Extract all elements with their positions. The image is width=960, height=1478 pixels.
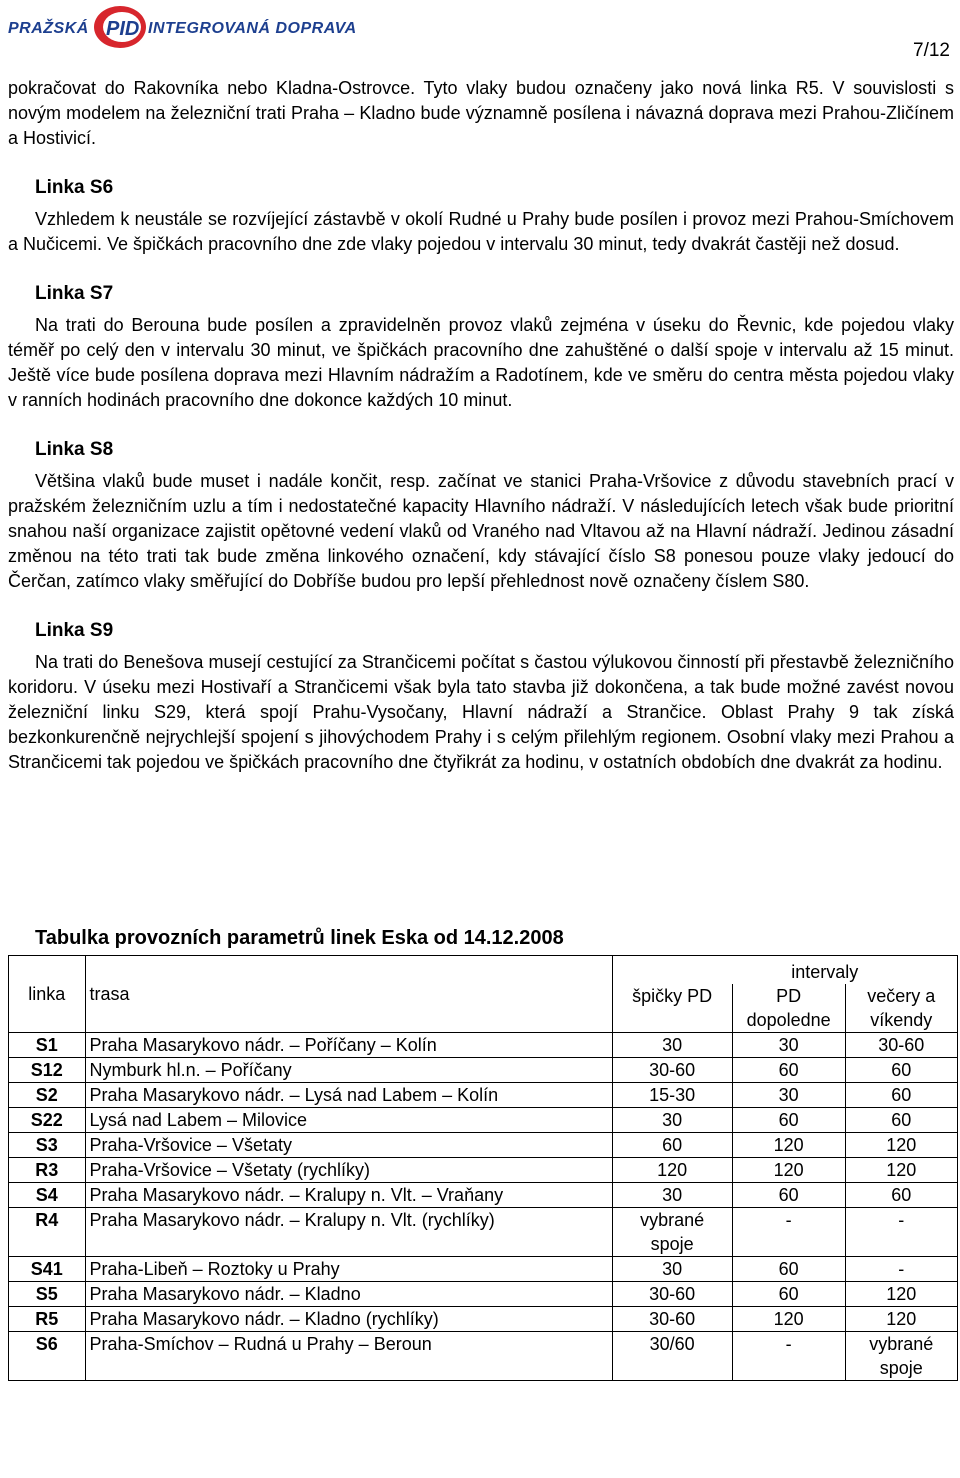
cell-vecery: 120	[845, 1282, 957, 1307]
cell-vecery: 120	[845, 1158, 957, 1183]
cell-linka: R3	[9, 1158, 86, 1183]
cell-linka: S41	[9, 1257, 86, 1282]
cell-dopoledne: -	[732, 1208, 845, 1257]
cell-linka: S2	[9, 1083, 86, 1108]
intro-paragraph: pokračovat do Rakovníka nebo Kladna-Ostrovce. Tyto vlaky budou označeny jako nová linka R5. V souvislosti s novým modelem na železniční trati Praha – Kladno bude významně posílena i návazná doprava mezi Prahou-Zličínem a Hostivicí.	[8, 78, 954, 148]
header-intervaly-label: intervaly	[791, 962, 859, 982]
logo-text-left: PRAŽSKÁ	[8, 20, 89, 37]
cell-spicky: vybrané spoje	[612, 1208, 732, 1257]
section-heading-s9: Linka S9	[35, 620, 114, 641]
table-row	[9, 1282, 958, 1307]
cell-spicky: 30	[612, 1108, 732, 1133]
cell-trasa: Praha-Libeň – Roztoky u Prahy	[85, 1257, 612, 1282]
cell-dopoledne: 60	[732, 1282, 845, 1307]
cell-vecery: vybrané spoje	[845, 1332, 957, 1381]
cell-linka: S3	[9, 1133, 86, 1158]
section-heading-s8: Linka S8	[35, 439, 114, 460]
table-header-row	[9, 956, 958, 985]
table-row	[9, 1058, 958, 1083]
table-row	[9, 1307, 958, 1332]
cell-spicky: 30	[612, 1183, 732, 1208]
document-body	[8, 76, 954, 775]
header-spicky: špičky PD	[612, 984, 732, 1033]
cell-vecery: 60	[845, 1058, 957, 1083]
cell-trasa: Praha Masarykovo nádr. – Kralupy n. Vlt. – Vraňany	[85, 1183, 612, 1208]
section-text-s6: Vzhledem k neustále se rozvíjející zástavbě v okolí Rudné u Prahy bude posílen i provoz mezi Prahou-Smíchovem a Nučicemi. Ve špičkách pracovního dne zde vlaky pojedou v intervalu 30 minut, tedy dvakrát častěji než dosud.	[8, 209, 954, 254]
cell-linka: S1	[9, 1033, 86, 1058]
line-parameters-table	[8, 955, 958, 1381]
cell-dopoledne: -	[732, 1332, 845, 1381]
cell-dopoledne: 60	[732, 1257, 845, 1282]
cell-spicky: 30-60	[612, 1058, 732, 1083]
cell-trasa: Praha Masarykovo nádr. – Kralupy n. Vlt. (rychlíky)	[85, 1208, 612, 1257]
cell-spicky: 120	[612, 1158, 732, 1183]
table-row	[9, 1158, 958, 1183]
page-header	[8, 4, 568, 50]
cell-trasa: Praha-Vršovice – Všetaty	[85, 1133, 612, 1158]
cell-spicky: 15-30	[612, 1083, 732, 1108]
cell-linka: S5	[9, 1282, 86, 1307]
cell-trasa: Praha Masarykovo nádr. – Kladno (rychlíky)	[85, 1307, 612, 1332]
cell-vecery: 60	[845, 1108, 957, 1133]
cell-vecery: 30-60	[845, 1033, 957, 1058]
section-text-s8: Většina vlaků bude muset i nadále končit, resp. začínat ve stanici Praha-Vršovice z důvodu stavebních prací v pražském železničním uzlu a tím i nedostatečné kapacity Hlavního nádraží. V následujících letech však bude prioritní snahou naší organizace zajistit opětovné vedení vlaků od Vraného nad Vltavou až na Hlavní nádraží. Jedinou zásadní změnou na této trati tak bude změna linkového označení, kdy stávající číslo S8 ponesou pouze vlaky jedoucí do Čerčan, zatímco vlaky směřující do Dobříše budou pro lepší přehlednost nově označeny číslem S80.	[8, 471, 954, 591]
cell-dopoledne: 60	[732, 1108, 845, 1133]
svg-text:PID: PID	[106, 18, 140, 40]
table-row	[9, 1183, 958, 1208]
logo-text-right: INTEGROVANÁ DOPRAVA	[148, 20, 357, 37]
section-text-s7: Na trati do Berouna bude posílen a zpravidelněn provoz vlaků zejména v úseku do Řevnic, kde pojedou vlaky téměř po celý den v intervalu 30 minut, ve špičkách pracovního dne zahuštěné o další spoje v intervalu až 15 minut. Ještě více bude posílena doprava mezi Hlavním nádražím a Radotínem, kde ve směru do centra města pojedou vlaky v ranních hodinách pracovního dne dokonce každých 10 minut.	[8, 315, 954, 410]
cell-dopoledne: 120	[732, 1133, 845, 1158]
cell-spicky: 60	[612, 1133, 732, 1158]
cell-dopoledne: 60	[732, 1183, 845, 1208]
header-trasa: trasa	[85, 956, 612, 1033]
section-text-s9: Na trati do Benešova musejí cestující za Strančicemi počítat s častou výlukovou činností při přestavbě železničního koridoru. V úseku mezi Hostivaří a Strančicemi však byla tato stavba již dokončena, a tak bude možné zavést novou železniční linku S29, která spojí Prahu-Vysočany, Hlavní nádraží a Strančice. Oblast Prahy 9 tak získá bezkonkurenčně nejrychlejší spojení s jihovýchodem Prahy i s celým přilehlým regionem. Osobní vlaky mezi Prahou a Strančicemi tak pojedou ve špičkách pracovního dne čtyřikrát za hodinu, v ostatních obdobích dne dvakrát za hodinu.	[8, 652, 954, 772]
table-row	[9, 1133, 958, 1158]
cell-spicky: 30	[612, 1033, 732, 1058]
section-heading-s6: Linka S6	[35, 177, 114, 198]
section-heading-s7: Linka S7	[35, 283, 114, 304]
cell-dopoledne: 30	[732, 1033, 845, 1058]
header-intervaly	[612, 956, 958, 985]
table-caption: Tabulka provozních parametrů linek Eska od 14.12.2008	[35, 927, 564, 949]
cell-spicky: 30-60	[612, 1307, 732, 1332]
cell-trasa: Praha-Smíchov – Rudná u Prahy – Beroun	[85, 1332, 612, 1381]
header-vecery: večery a víkendy	[845, 984, 957, 1033]
cell-trasa: Praha Masarykovo nádr. – Lysá nad Labem – Kolín	[85, 1083, 612, 1108]
cell-trasa: Praha-Vršovice – Všetaty (rychlíky)	[85, 1158, 612, 1183]
table-row	[9, 1257, 958, 1282]
cell-vecery: 120	[845, 1133, 957, 1158]
pid-logo-icon	[92, 4, 148, 50]
cell-linka: S22	[9, 1108, 86, 1133]
table-row	[9, 1332, 958, 1381]
cell-spicky: 30	[612, 1257, 732, 1282]
cell-linka: S12	[9, 1058, 86, 1083]
table-row	[9, 1033, 958, 1058]
cell-vecery: 60	[845, 1083, 957, 1108]
page-number: 7/12	[913, 40, 950, 61]
cell-dopoledne: 30	[732, 1083, 845, 1108]
cell-trasa: Praha Masarykovo nádr. – Kladno	[85, 1282, 612, 1307]
cell-spicky: 30-60	[612, 1282, 732, 1307]
cell-linka: R4	[9, 1208, 86, 1257]
cell-trasa: Lysá nad Labem – Milovice	[85, 1108, 612, 1133]
table-row	[9, 1108, 958, 1133]
header-dopoledne: PD dopoledne	[732, 984, 845, 1033]
table-row	[9, 1083, 958, 1108]
cell-linka: S4	[9, 1183, 86, 1208]
table-row	[9, 1208, 958, 1257]
cell-trasa: Praha Masarykovo nádr. – Poříčany – Kolín	[85, 1033, 612, 1058]
cell-linka: R5	[9, 1307, 86, 1332]
cell-vecery: 120	[845, 1307, 957, 1332]
cell-dopoledne: 60	[732, 1058, 845, 1083]
cell-vecery: -	[845, 1208, 957, 1257]
cell-vecery: -	[845, 1257, 957, 1282]
header-linka: linka	[9, 956, 86, 1033]
cell-vecery: 60	[845, 1183, 957, 1208]
cell-dopoledne: 120	[732, 1307, 845, 1332]
cell-linka: S6	[9, 1332, 86, 1381]
cell-trasa: Nymburk hl.n. – Poříčany	[85, 1058, 612, 1083]
cell-spicky: 30/60	[612, 1332, 732, 1381]
cell-dopoledne: 120	[732, 1158, 845, 1183]
